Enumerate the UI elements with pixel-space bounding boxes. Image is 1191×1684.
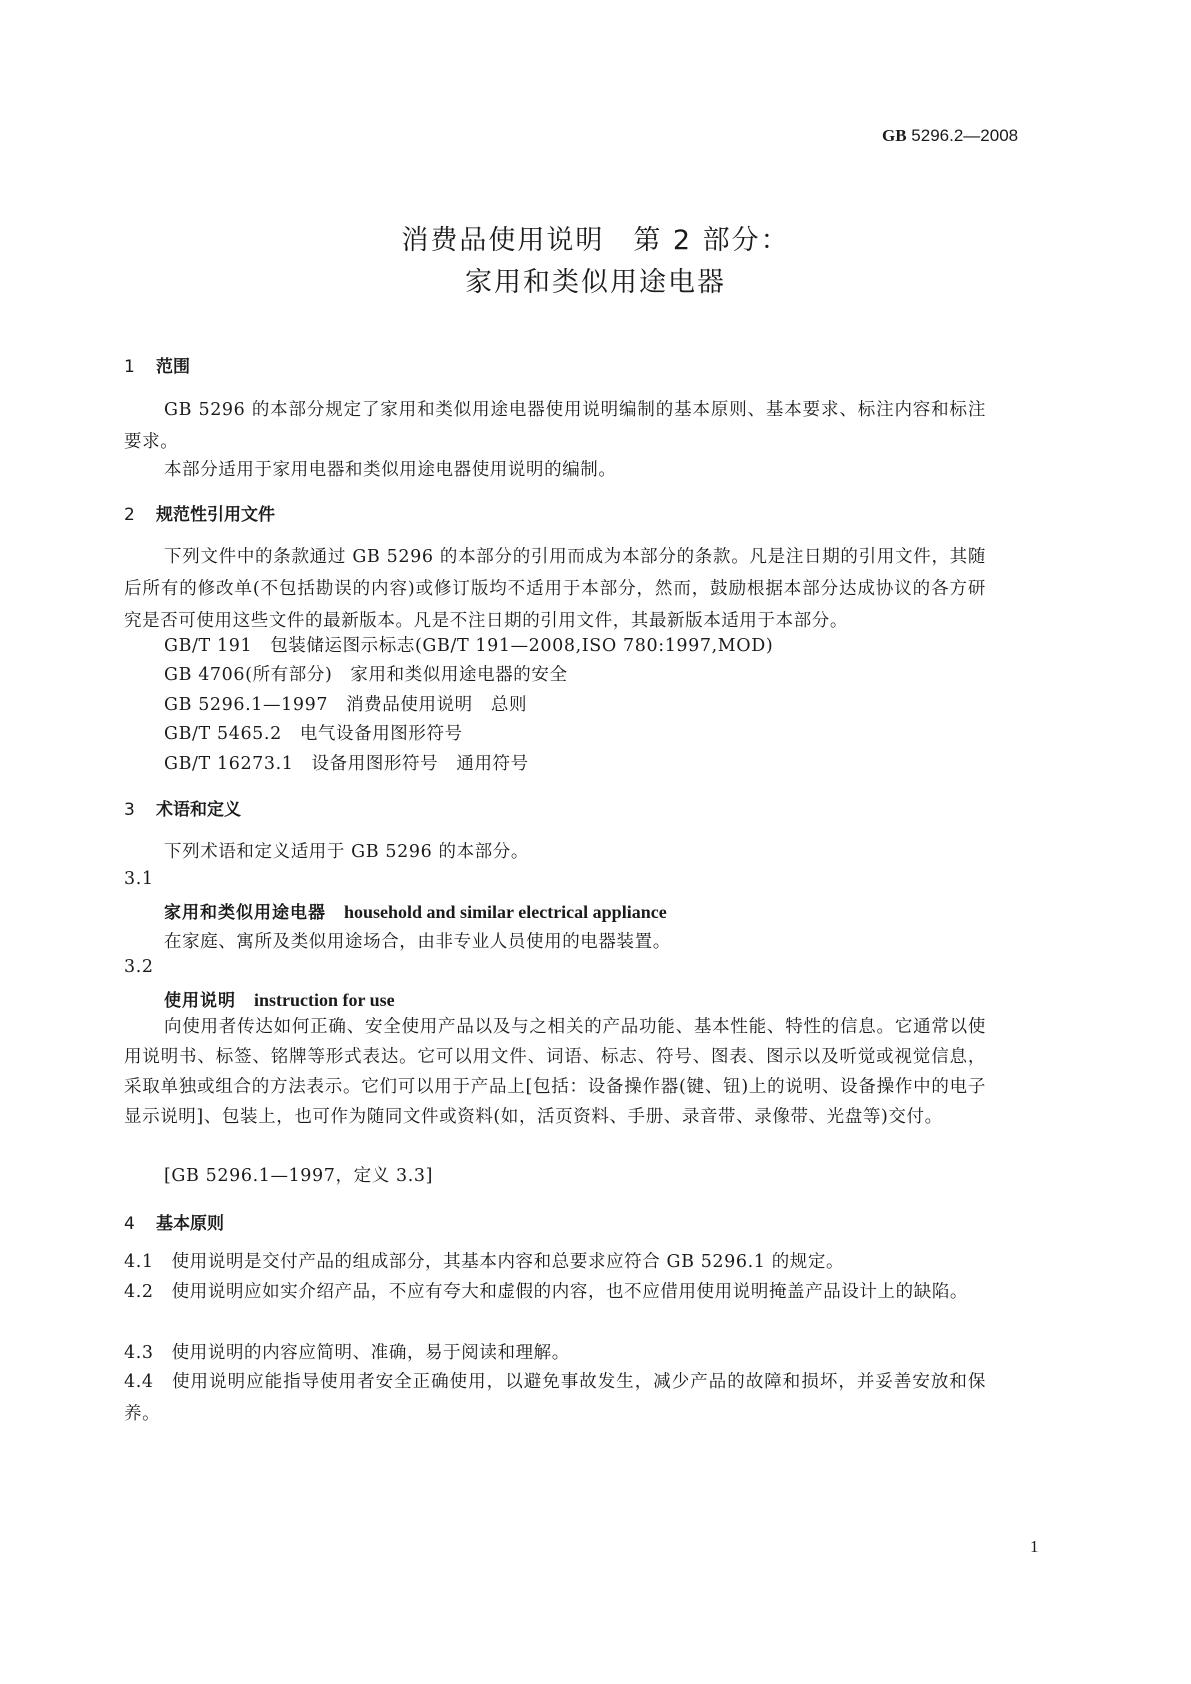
term-definition: 在家庭、寓所及类似用途场合，由非专业人员使用的电器装置。 [164,932,671,952]
section-1-paragraph-2: 本部分适用于家用电器和类似用途电器使用说明的编制。 [164,460,617,480]
reference-item: GB/T 5465.2 电气设备用图形符号 [164,724,463,744]
term-number: 3.2 [124,957,154,977]
reference-item: GB 4706(所有部分) 家用和类似用途电器的安全 [164,665,568,685]
document-title-line2: 家用和类似用途电器 [465,267,726,298]
term-heading: 使用说明 instruction for use [164,990,395,1011]
term-number: 3.1 [124,869,154,889]
principle-item: 4.1 使用说明是交付产品的组成部分，其基本内容和总要求应符合 GB 5296.1 的规定。 [124,1252,845,1272]
principle-item: 4.2 使用说明应如实介绍产品，不应有夸大和虚假的内容，也不应借用使用说明掩盖产品设计上的缺陷。 [124,1282,969,1302]
reference-item: GB/T 191 包装储运图示标志(GB/T 191—2008,ISO 780:1997,MOD) [164,636,774,656]
section-1-paragraph-1: GB 5296 的本部分规定了家用和类似用途电器使用说明编制的基本原则、基本要求、标注内容和标注要求。 [124,400,986,452]
section-heading-3: 3 术语和定义 [124,800,241,820]
page-number: 1 [1030,1537,1039,1556]
section-3-intro: 下列术语和定义适用于 GB 5296 的本部分。 [164,842,529,862]
reference-item: GB/T 16273.1 设备用图形符号 通用符号 [164,754,529,774]
section-2-paragraph: 下列文件中的条款通过 GB 5296 的本部分的引用而成为本部分的条款。凡是注日期的引用文件，其随后所有的修改单(不包括勘误的内容)或修订版均不适用于本部分，然而，鼓励根据本部分达成协议的各方研究是否可使用这些文件的最新版本。凡是不注日期的引用文件，其最新版本适用于本部分。 [124,547,986,631]
section-heading-1: 1 范围 [124,357,190,377]
principle-item: 4.3 使用说明的内容应简明、准确，易于阅读和理解。 [124,1343,570,1363]
section-heading-4: 4 基本原则 [124,1214,224,1234]
standard-number: GB 5296.2—2008 [882,126,1019,145]
term-source: [GB 5296.1—1997，定义 3.3] [164,1166,434,1186]
term-heading: 家用和类似用途电器 household and similar electrical appliance [164,902,667,923]
document-title-line1: 消费品使用说明 第 2 部分： [401,225,790,256]
section-heading-2: 2 规范性引用文件 [124,505,275,525]
principle-item: 4.4 使用说明应能指导使用者安全正确使用，以避免事故发生，减少产品的故障和损坏，并妥善安放和保养。 [124,1372,986,1424]
term-definition: 向使用者传达如何正确、安全使用产品以及与之相关的产品功能、基本性能、特性的信息。它通常以使用说明书、标签、铭牌等形式表达。它可以用文件、词语、标志、符号、图表、图示以及听觉或视觉信息，采取单独或组合的方法表示。它们可以用于产品上[包括：设备操作器(键、钮)上的说明、设备操作中的电子显示说明]、包装上，也可作为随同文件或资料(如，活页资料、手册、录音带、录像带、光盘等)交付。 [124,1017,986,1127]
reference-item: GB 5296.1—1997 消费品使用说明 总则 [164,695,528,715]
